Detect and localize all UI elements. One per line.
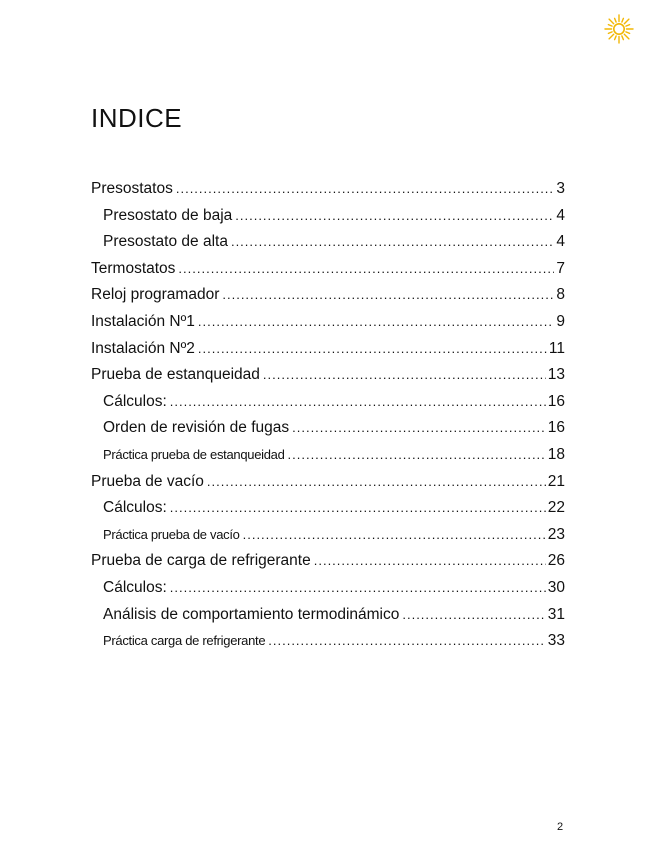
toc-entry-page: 33: [547, 632, 565, 650]
toc-entry-page: 31: [547, 605, 565, 623]
toc-leader-dots: [235, 208, 554, 223]
toc-entry-title: Cálculos:: [103, 392, 167, 410]
toc-entry-title: Práctica prueba de estanqueidad: [103, 446, 285, 462]
toc-entry[interactable]: [91, 207, 565, 234]
toc-leader-dots: [176, 181, 555, 196]
toc-entry-title: Cálculos:: [103, 578, 167, 596]
toc-leader-dots: [178, 261, 554, 276]
toc-entry-title: Reloj programador: [91, 286, 220, 304]
toc-entry-page: 9: [556, 312, 565, 330]
toc-entry[interactable]: [91, 180, 565, 207]
toc-entry[interactable]: [91, 473, 565, 500]
toc-entry-title: Cálculos:: [103, 499, 167, 517]
toc-entry[interactable]: [91, 552, 565, 579]
toc-entry-title: Presostato de alta: [103, 233, 228, 251]
toc-entry[interactable]: [91, 632, 565, 659]
toc-entry-title: Presostato de baja: [103, 206, 233, 224]
toc-entry-page: 16: [547, 419, 565, 437]
toc-entry[interactable]: [91, 313, 565, 340]
toc-entry[interactable]: [91, 286, 565, 313]
toc-leader-dots: [222, 287, 554, 302]
toc-entry-title: Instalación Nº1: [91, 312, 195, 330]
toc-entry[interactable]: [91, 446, 565, 473]
toc-leader-dots: [170, 580, 546, 595]
toc-leader-dots: [207, 474, 546, 489]
toc-entry-title: Prueba de estanqueidad: [91, 366, 260, 384]
toc-entry[interactable]: [91, 606, 565, 633]
toc-entry-page: 21: [547, 472, 565, 490]
toc-entry-page: 23: [547, 525, 565, 543]
toc-leader-dots: [288, 447, 546, 462]
toc-entry-page: 26: [547, 552, 565, 570]
toc-entry-page: 4: [556, 206, 565, 224]
toc-entry-page: 3: [556, 180, 565, 197]
toc-entry-page: 16: [547, 392, 565, 410]
toc-entry-page: 7: [556, 259, 565, 277]
toc-entry-page: 13: [547, 366, 565, 384]
toc-entry-page: 18: [547, 445, 565, 463]
toc-leader-dots: [402, 607, 545, 622]
toc-entry-page: 4: [556, 233, 565, 251]
toc-entry-page: 8: [556, 286, 565, 304]
toc-entry-page: 22: [547, 499, 565, 517]
toc-entry[interactable]: [91, 419, 565, 446]
toc-entry[interactable]: [91, 526, 565, 553]
toc-entry-title: Presostatos: [91, 180, 173, 197]
toc-entry[interactable]: [91, 499, 565, 526]
toc-entry-title: Prueba de vacío: [91, 472, 204, 490]
toc-entry-page: 30: [547, 578, 565, 596]
toc-leader-dots: [243, 527, 546, 542]
toc-entry-title: Orden de revisión de fugas: [103, 419, 290, 437]
toc-leader-dots: [292, 420, 546, 435]
toc-entry[interactable]: [91, 233, 565, 260]
toc-leader-dots: [198, 314, 554, 329]
toc-leader-dots: [198, 341, 547, 356]
toc-leader-dots: [263, 367, 546, 382]
toc-entry-title: Termostatos: [91, 259, 176, 277]
sun-logo-icon: [604, 14, 634, 44]
toc-entry[interactable]: [91, 260, 565, 287]
toc-entry-title: Práctica prueba de vacío: [103, 526, 240, 542]
toc-entry[interactable]: [91, 393, 565, 420]
toc-leader-dots: [314, 553, 546, 568]
page-number: 2: [557, 821, 564, 833]
toc-entry-page: 11: [548, 339, 565, 357]
toc-entry-title: Práctica carga de refrigerante: [103, 633, 266, 649]
toc-entry-title: Análisis de comportamiento termodinámico: [103, 605, 400, 623]
table-of-contents: [91, 180, 565, 659]
toc-leader-dots: [170, 500, 546, 515]
toc-leader-dots: [170, 394, 546, 409]
toc-entry[interactable]: [91, 340, 565, 367]
toc-entry-title: Prueba de carga de refrigerante: [91, 552, 311, 570]
toc-leader-dots: [268, 633, 545, 648]
page-title: INDICE: [91, 103, 183, 133]
toc-entry[interactable]: [91, 579, 565, 606]
toc-entry-title: Instalación Nº2: [91, 339, 195, 357]
toc-entry[interactable]: [91, 366, 565, 393]
toc-leader-dots: [231, 234, 554, 249]
